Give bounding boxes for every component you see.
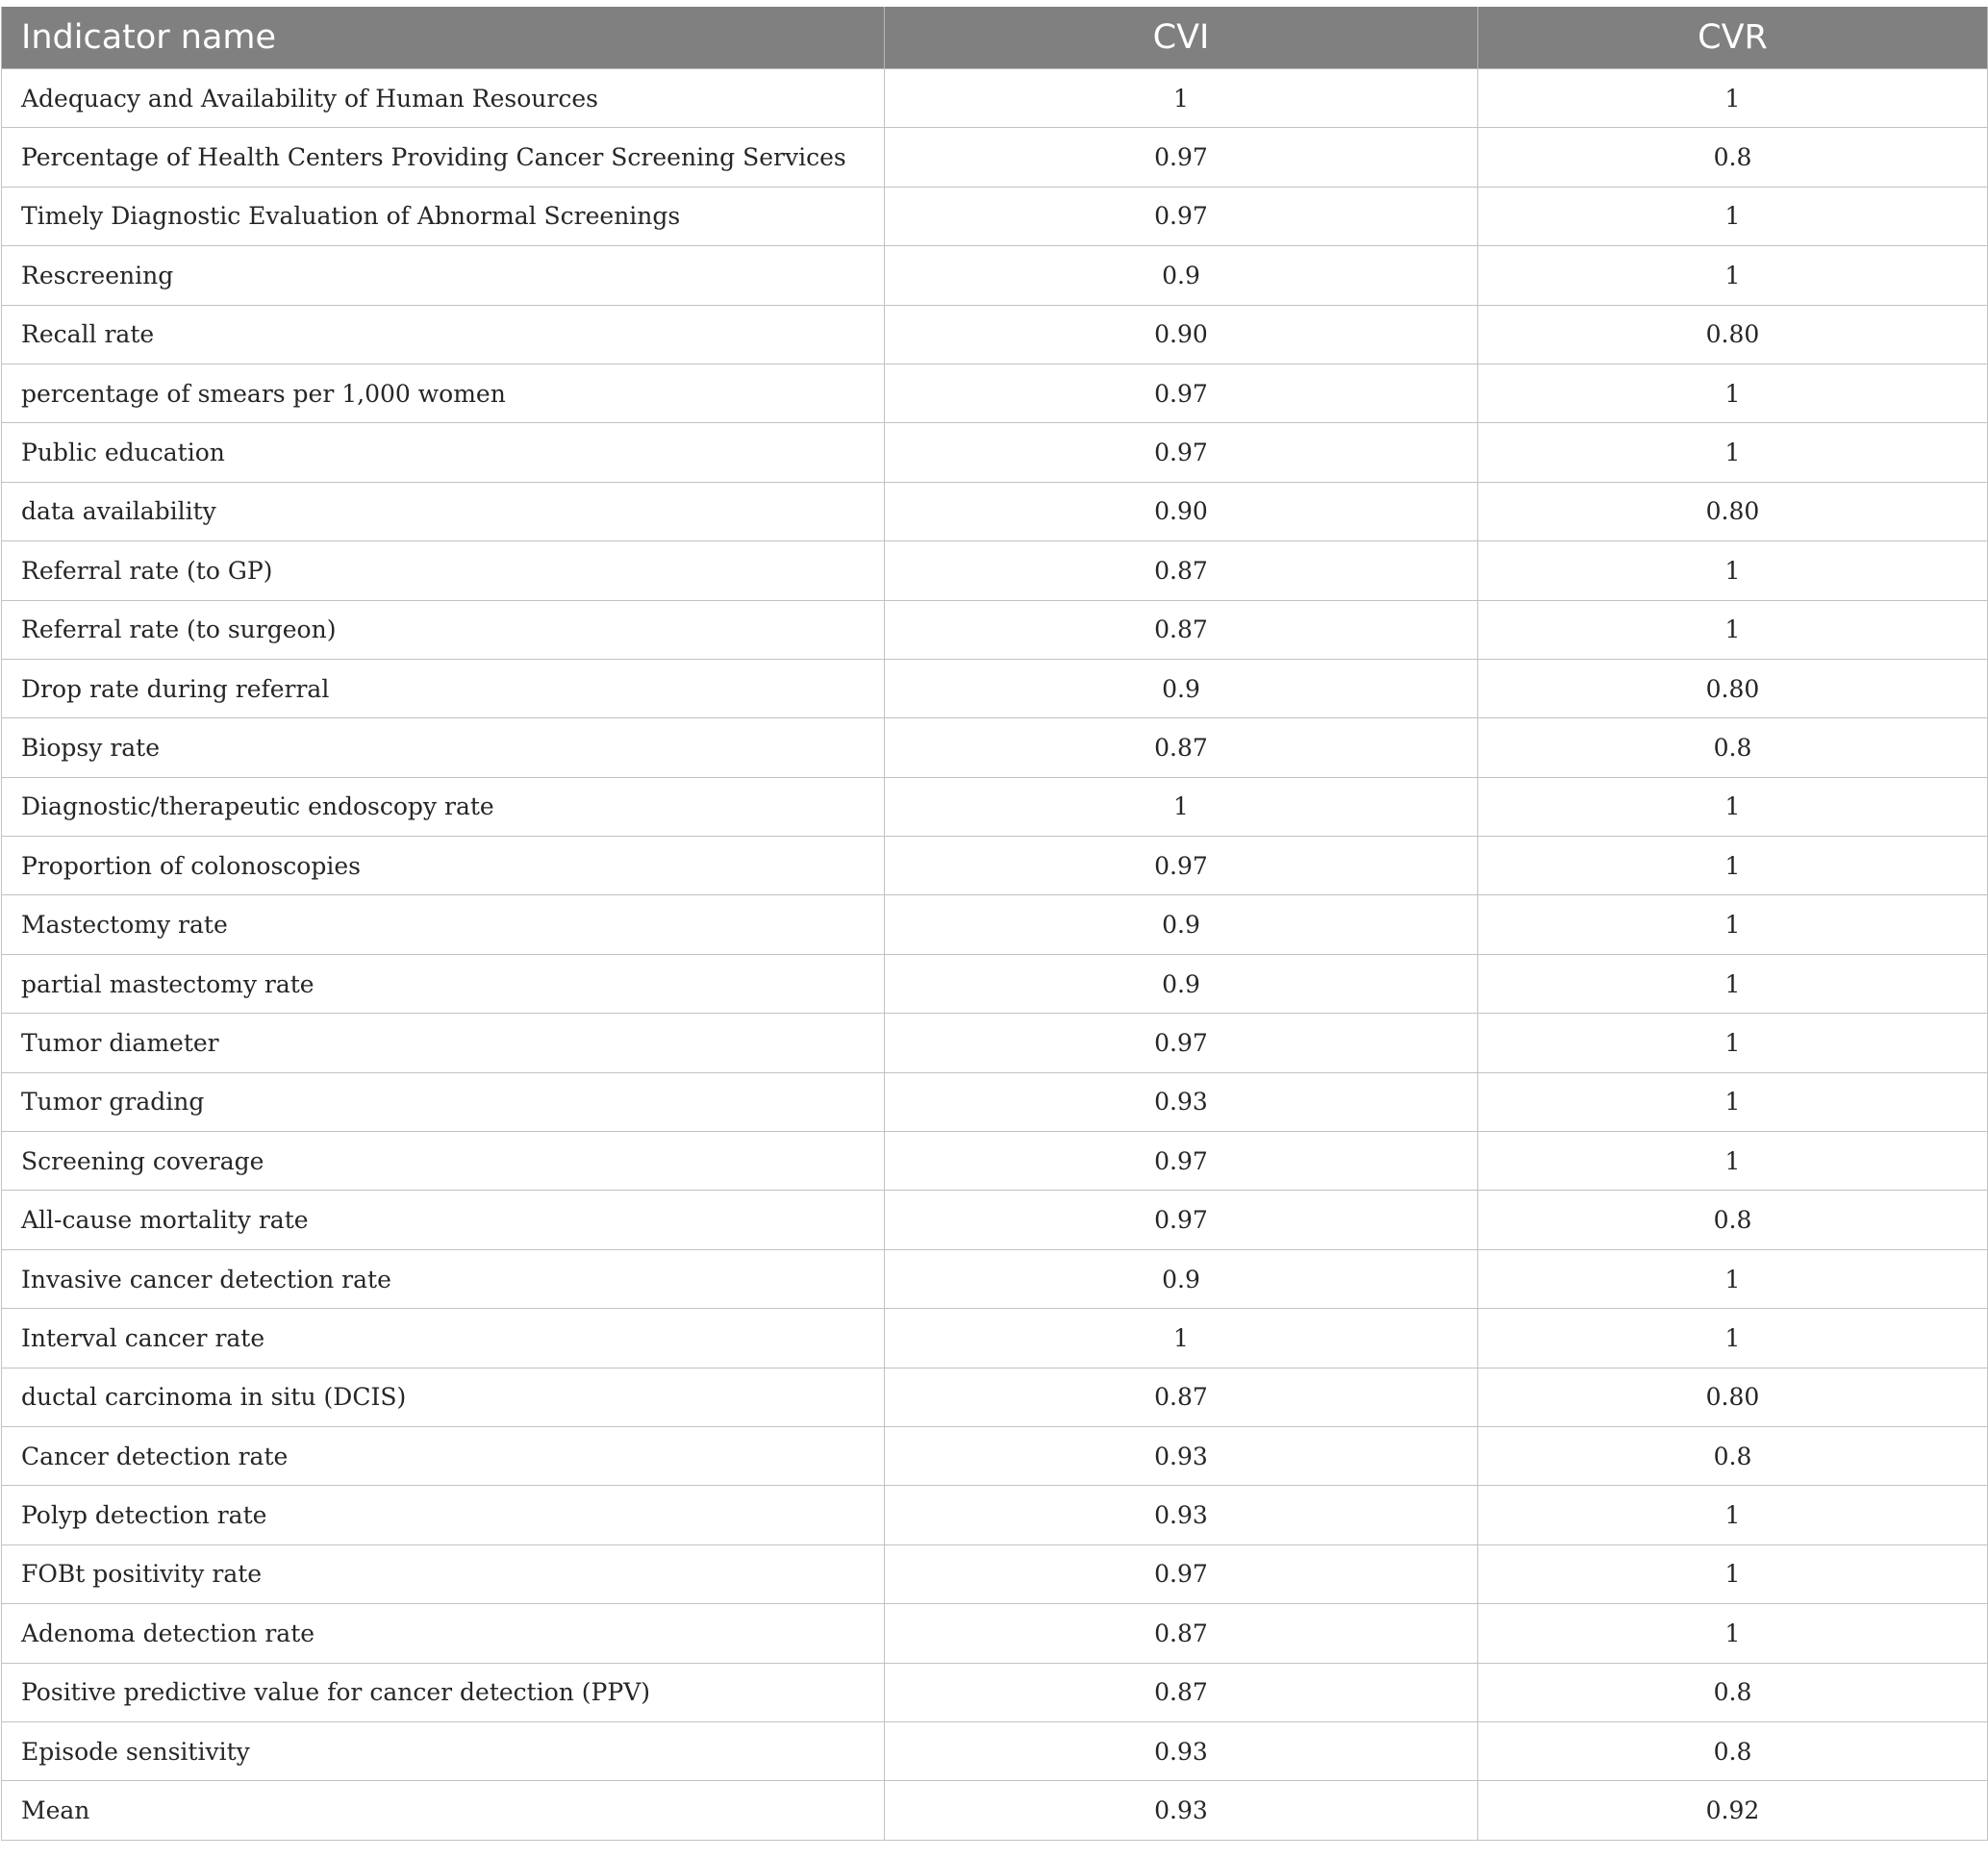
table-row <box>2 423 1988 482</box>
cell-indicator-name: Proportion of colonoscopies <box>2 837 885 895</box>
table-row <box>2 1191 1988 1249</box>
cell-cvr: 1 <box>1478 1072 1988 1131</box>
cell-cvr: 1 <box>1478 777 1988 836</box>
cell-cvr: 1 <box>1478 187 1988 245</box>
cell-cvr: 0.80 <box>1478 1368 1988 1426</box>
cell-cvi: 0.97 <box>885 1132 1478 1191</box>
cell-indicator-name: FOBt positivity rate <box>2 1544 885 1603</box>
table-row <box>2 1486 1988 1544</box>
cell-cvr: 1 <box>1478 423 1988 482</box>
table-row <box>2 837 1988 895</box>
cell-cvr: 1 <box>1478 246 1988 305</box>
cell-cvi: 0.9 <box>885 246 1478 305</box>
cell-indicator-name: Polyp detection rate <box>2 1486 885 1544</box>
table-row <box>2 128 1988 187</box>
cell-cvi: 0.90 <box>885 305 1478 364</box>
cell-cvr: 1 <box>1478 364 1988 422</box>
header-indicator-name: Indicator name <box>2 7 885 69</box>
cell-cvi: 0.97 <box>885 1544 1478 1603</box>
table-row <box>2 1309 1988 1368</box>
cell-cvr: 0.80 <box>1478 482 1988 540</box>
cell-indicator-name: Invasive cancer detection rate <box>2 1249 885 1308</box>
cell-indicator-name: Drop rate during referral <box>2 659 885 717</box>
cell-cvr: 0.8 <box>1478 1663 1988 1721</box>
header-cvi: CVI <box>885 7 1478 69</box>
table-header-row <box>2 7 1988 69</box>
cell-cvi: 0.97 <box>885 128 1478 187</box>
cell-cvi: 0.90 <box>885 482 1478 540</box>
cell-indicator-name: Adequacy and Availability of Human Resources <box>2 69 885 128</box>
cell-cvr: 0.8 <box>1478 718 1988 777</box>
cell-cvi: 1 <box>885 1309 1478 1368</box>
cell-cvi: 0.87 <box>885 1368 1478 1426</box>
cell-cvi: 0.97 <box>885 187 1478 245</box>
cell-indicator-name: Recall rate <box>2 305 885 364</box>
cell-cvi: 0.93 <box>885 1486 1478 1544</box>
table-row <box>2 718 1988 777</box>
table-row <box>2 541 1988 600</box>
cell-indicator-name: data availability <box>2 482 885 540</box>
table-row <box>2 1368 1988 1426</box>
cell-cvi: 0.97 <box>885 837 1478 895</box>
cell-cvr: 1 <box>1478 1544 1988 1603</box>
cell-indicator-name: ductal carcinoma in situ (DCIS) <box>2 1368 885 1426</box>
cell-cvi: 0.97 <box>885 1191 1478 1249</box>
cell-cvi: 1 <box>885 69 1478 128</box>
cell-cvr: 1 <box>1478 600 1988 659</box>
cell-indicator-name: Referral rate (to GP) <box>2 541 885 600</box>
table-row <box>2 1544 1988 1603</box>
cell-cvr: 1 <box>1478 541 1988 600</box>
cell-indicator-name: Cancer detection rate <box>2 1426 885 1485</box>
table-row <box>2 1072 1988 1131</box>
cell-cvr: 1 <box>1478 1486 1988 1544</box>
table-row <box>2 954 1988 1013</box>
table-row <box>2 1014 1988 1072</box>
cell-cvi: 0.93 <box>885 1781 1478 1840</box>
cell-cvr: 1 <box>1478 837 1988 895</box>
cell-indicator-name: Diagnostic/therapeutic endoscopy rate <box>2 777 885 836</box>
cell-indicator-name: Mean <box>2 1781 885 1840</box>
cell-indicator-name: Timely Diagnostic Evaluation of Abnormal Screenings <box>2 187 885 245</box>
table-row <box>2 1663 1988 1721</box>
table-row <box>2 777 1988 836</box>
cell-cvi: 0.93 <box>885 1721 1478 1780</box>
cell-indicator-name: Screening coverage <box>2 1132 885 1191</box>
cell-indicator-name: Public education <box>2 423 885 482</box>
cell-cvr: 0.8 <box>1478 1721 1988 1780</box>
cell-cvi: 0.9 <box>885 954 1478 1013</box>
table-row <box>2 187 1988 245</box>
cell-indicator-name: percentage of smears per 1,000 women <box>2 364 885 422</box>
cell-cvr: 1 <box>1478 1249 1988 1308</box>
indicator-table-container <box>1 7 1987 1841</box>
cell-cvr: 1 <box>1478 1309 1988 1368</box>
cell-cvi: 0.97 <box>885 423 1478 482</box>
cell-cvr: 1 <box>1478 1014 1988 1072</box>
cell-cvi: 0.87 <box>885 718 1478 777</box>
table-row <box>2 305 1988 364</box>
table-row <box>2 246 1988 305</box>
cell-cvi: 0.9 <box>885 659 1478 717</box>
cell-cvr: 0.80 <box>1478 659 1988 717</box>
cell-cvi: 0.87 <box>885 541 1478 600</box>
cell-cvi: 0.93 <box>885 1072 1478 1131</box>
cell-cvr: 1 <box>1478 954 1988 1013</box>
header-cvr: CVR <box>1478 7 1988 69</box>
cell-indicator-name: Tumor diameter <box>2 1014 885 1072</box>
table-row <box>2 1132 1988 1191</box>
cell-cvi: 0.9 <box>885 895 1478 954</box>
cell-cvr: 0.92 <box>1478 1781 1988 1840</box>
cell-cvi: 0.87 <box>885 1663 1478 1721</box>
table-row <box>2 895 1988 954</box>
cell-cvi: 0.97 <box>885 1014 1478 1072</box>
cell-indicator-name: All-cause mortality rate <box>2 1191 885 1249</box>
table-body <box>2 69 1988 1841</box>
cell-cvr: 1 <box>1478 1604 1988 1663</box>
table-row <box>2 482 1988 540</box>
table-row <box>2 1249 1988 1308</box>
cell-cvi: 0.87 <box>885 600 1478 659</box>
table-row <box>2 600 1988 659</box>
cell-cvi: 0.9 <box>885 1249 1478 1308</box>
cell-cvi: 0.97 <box>885 364 1478 422</box>
cell-cvr: 0.8 <box>1478 1426 1988 1485</box>
cell-cvr: 1 <box>1478 895 1988 954</box>
cell-cvi: 0.93 <box>885 1426 1478 1485</box>
cell-indicator-name: Episode sensitivity <box>2 1721 885 1780</box>
cell-indicator-name: Positive predictive value for cancer detection (PPV) <box>2 1663 885 1721</box>
cell-indicator-name: Tumor grading <box>2 1072 885 1131</box>
cell-indicator-name: partial mastectomy rate <box>2 954 885 1013</box>
cell-indicator-name: Rescreening <box>2 246 885 305</box>
cell-cvr: 0.8 <box>1478 1191 1988 1249</box>
table-row <box>2 364 1988 422</box>
table-row <box>2 1781 1988 1840</box>
table-row <box>2 659 1988 717</box>
cell-cvi: 0.87 <box>885 1604 1478 1663</box>
cell-cvr: 1 <box>1478 1132 1988 1191</box>
cell-cvr: 1 <box>1478 69 1988 128</box>
table-row <box>2 1426 1988 1485</box>
indicator-table <box>1 7 1988 1841</box>
cell-indicator-name: Referral rate (to surgeon) <box>2 600 885 659</box>
cell-indicator-name: Mastectomy rate <box>2 895 885 954</box>
table-row <box>2 69 1988 128</box>
table-row <box>2 1604 1988 1663</box>
cell-indicator-name: Percentage of Health Centers Providing Cancer Screening Services <box>2 128 885 187</box>
cell-indicator-name: Interval cancer rate <box>2 1309 885 1368</box>
cell-indicator-name: Biopsy rate <box>2 718 885 777</box>
cell-cvr: 0.80 <box>1478 305 1988 364</box>
cell-indicator-name: Adenoma detection rate <box>2 1604 885 1663</box>
cell-cvr: 0.8 <box>1478 128 1988 187</box>
table-row <box>2 1721 1988 1780</box>
cell-cvi: 1 <box>885 777 1478 836</box>
